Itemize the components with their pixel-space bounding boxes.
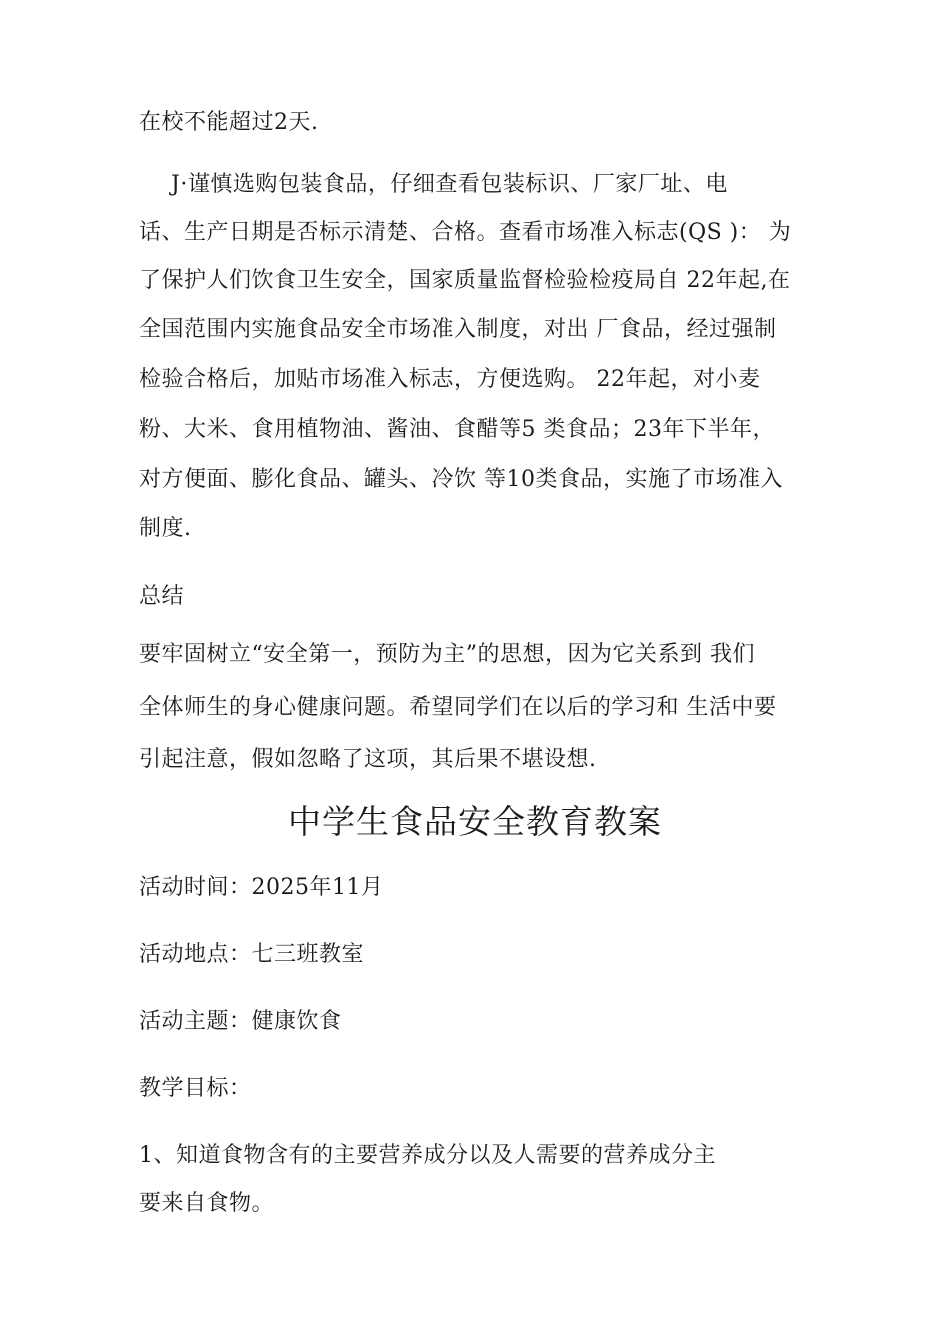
lesson-plan-title: 中学生食品安全教育教案 [288,802,662,841]
summary-line-3: 引起注意，假如忽略了这项，其后果不堪设想. [139,747,597,772]
item-j-line-8: 制度. [139,516,192,541]
summary-line-2: 全体师生的身心健康问题。希望同学们在以后的学习和 生活中要 [139,695,777,720]
item-j-line-2: 话、生产日期是否标示清楚、合格。查看市场准入标志(QS )： 为 [139,220,792,245]
teaching-goals-heading: 教学目标： [139,1076,252,1101]
activity-time: 活动时间：2025年11月 [139,875,384,900]
intro-line: 在校不能超过2天. [139,110,319,135]
item-j-line-5: 检验合格后，加贴市场准入标志，方便选购。 22年起，对小麦 [139,367,761,392]
item-j-line-6: 粉、大米、食用植物油、酱油、食醋等5 类食品；23年下半年， [139,417,775,442]
item-j-line-7: 对方便面、膨化食品、罐头、冷饮 等10类食品，实施了市场准入 [139,467,783,492]
goal-1-line-2: 要来自食物。 [139,1191,275,1216]
item-j-line-3: 了保护人们饮食卫生安全，国家质量监督检验检疫局自 22年起,在 [139,268,791,293]
activity-theme: 活动主题：健康饮食 [139,1009,342,1034]
activity-place: 活动地点：七三班教室 [139,942,365,967]
item-j-line-4: 全国范围内实施食品安全市场准入制度，对出 厂食品，经过强制 [139,317,777,342]
summary-heading: 总结 [139,584,185,609]
summary-line-1: 要牢固树立“安全第一，预防为主”的思想，因为它关系到 我们 [139,642,755,667]
item-j-line-1: J·谨慎选购包装食品，仔细查看包装标识、厂家厂址、电 [171,172,728,197]
goal-1-line-1: 1、知道食物含有的主要营养成分以及人需要的营养成分主 [139,1143,716,1168]
